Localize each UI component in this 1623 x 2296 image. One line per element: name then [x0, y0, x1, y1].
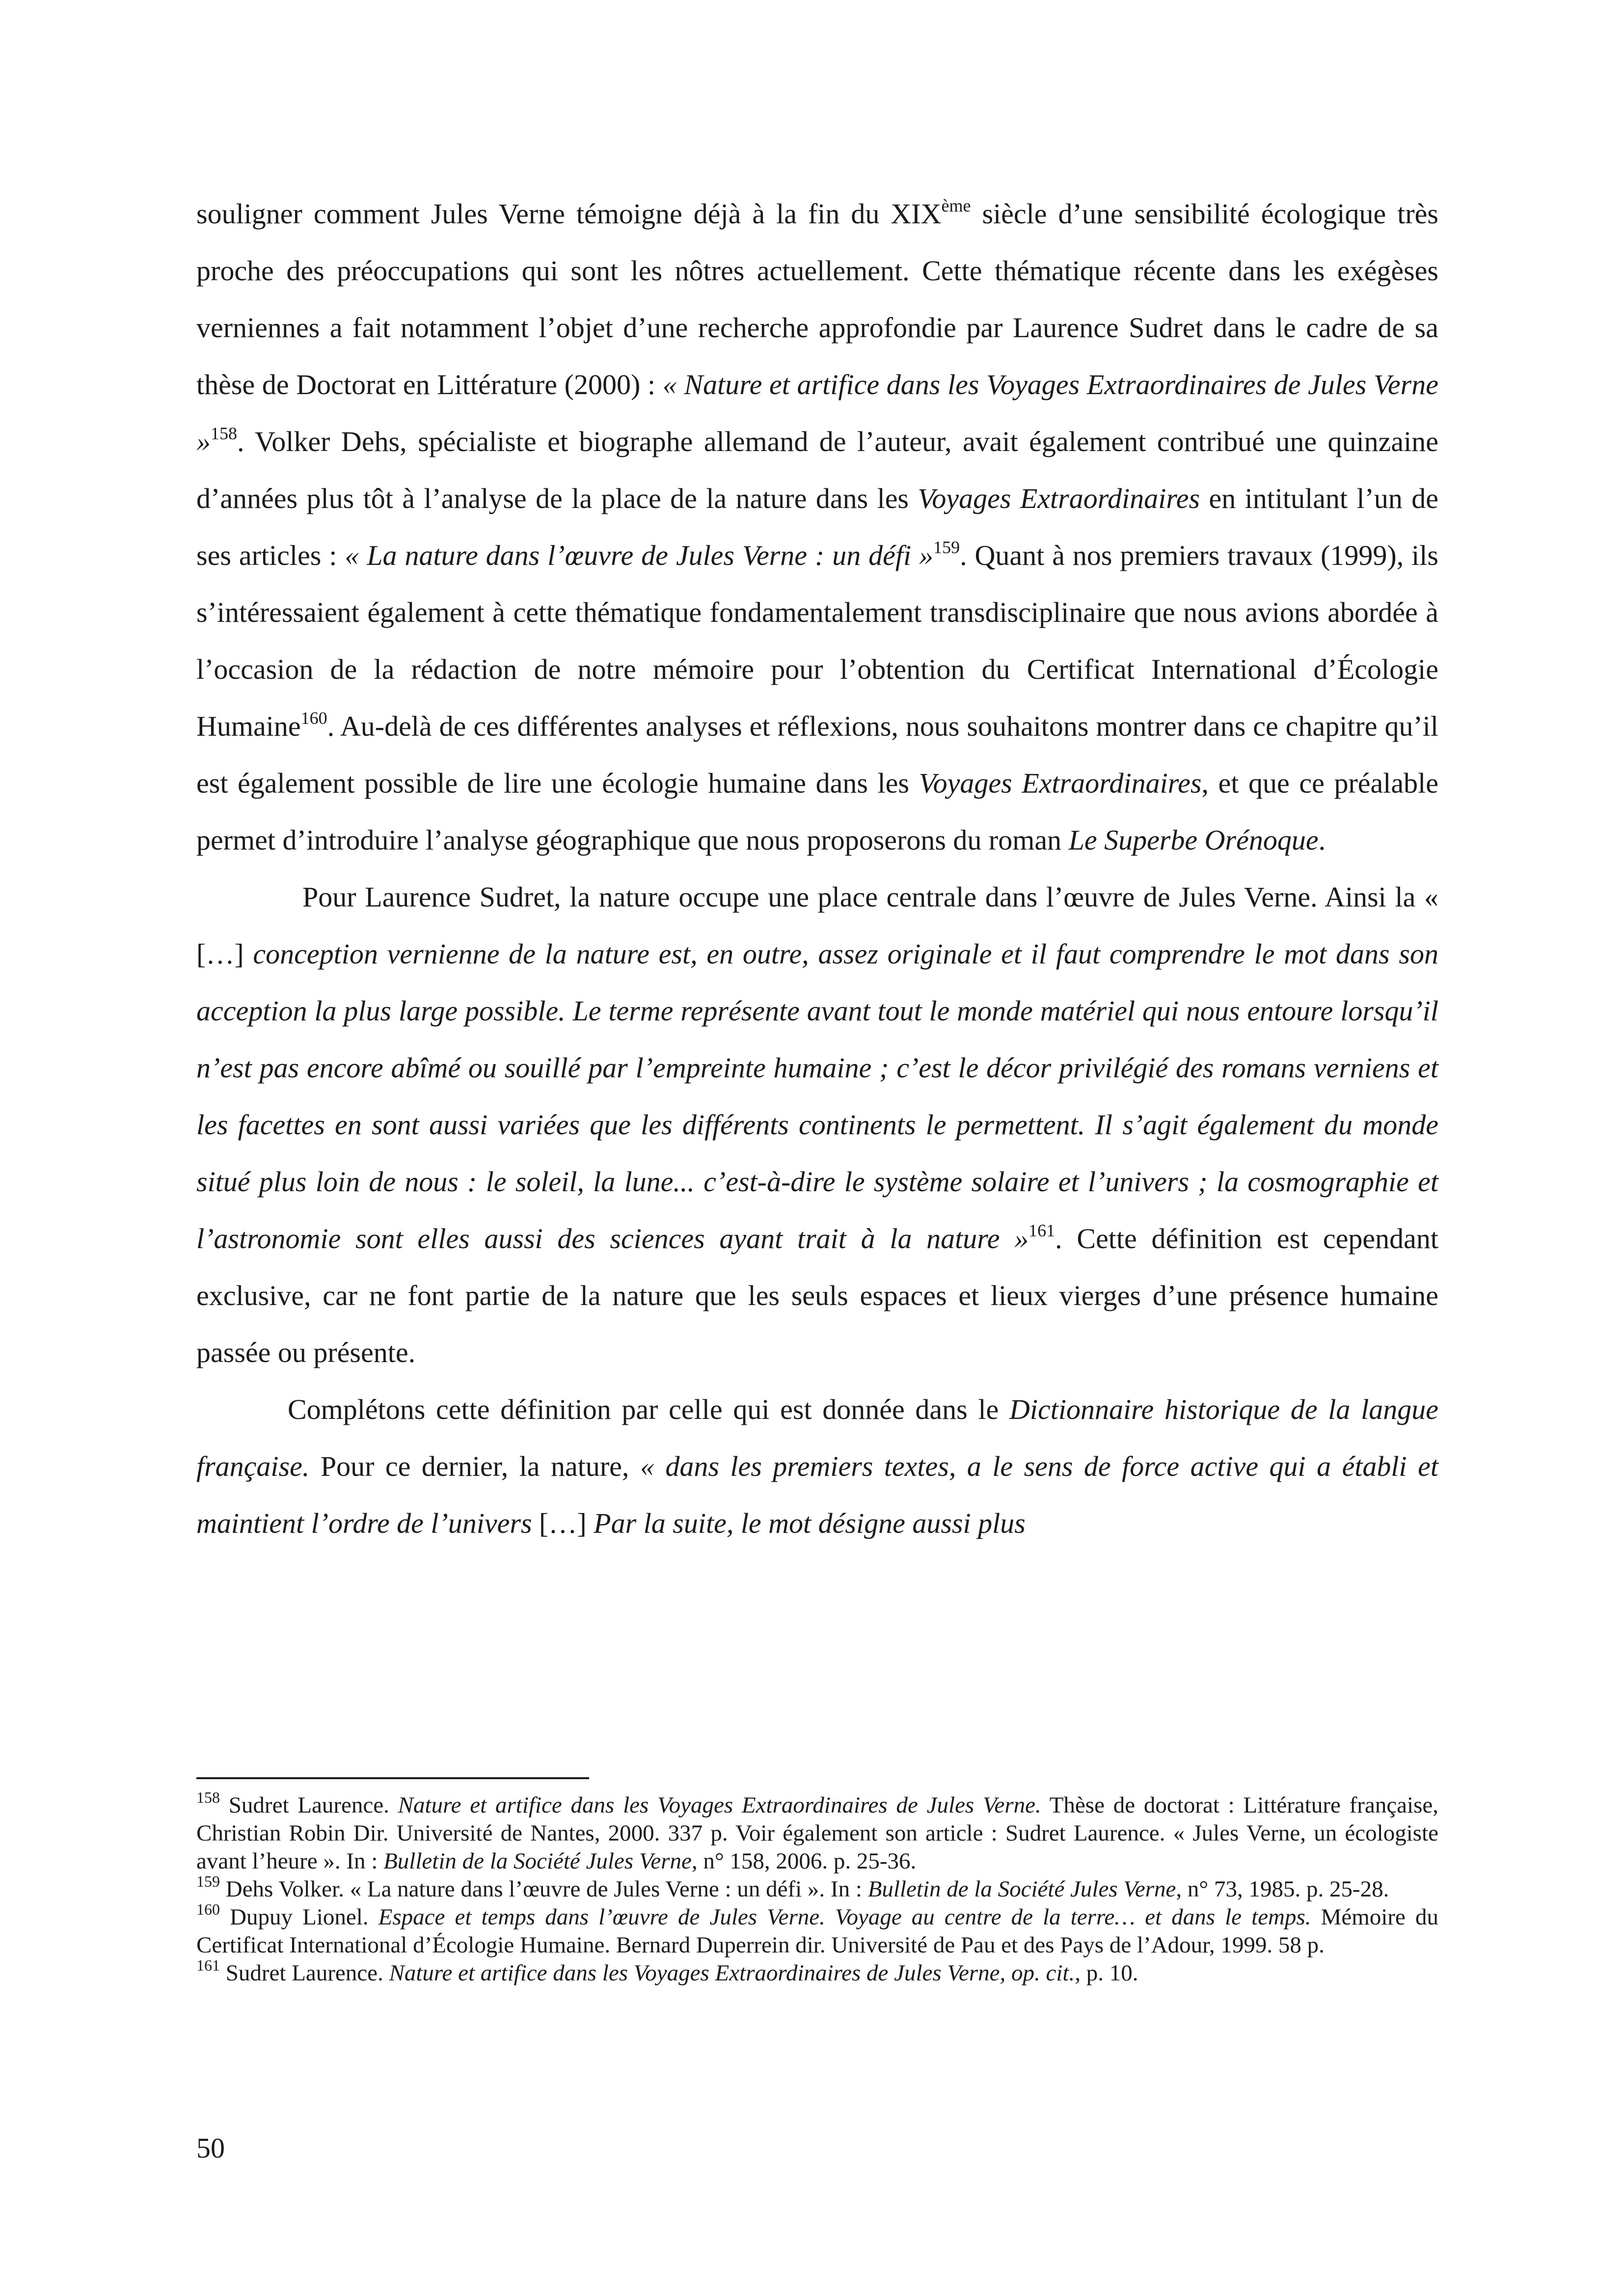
page-number: 50	[196, 2132, 225, 2164]
text-run: Pour Laurence Sudret, la nature occupe une place centrale dans l’œuvre de Jules Verne. Ainsi la « […]	[196, 881, 1438, 970]
text-run: .	[1318, 824, 1326, 856]
paragraph	[196, 1381, 1438, 1552]
text-run: Dehs Volker. « La nature dans l’œuvre de Jules Verne : un défi ». In :	[220, 1876, 868, 1902]
footnote	[196, 1872, 1438, 1903]
text-run: siècle d’une sensibilité écologique très proche des préoccupations qui sont les nôtres actuellement. Cette thématique récente dans les exégèses verniennes a fait notamment l’objet d’une recherche approfondie par Laurence Sudret dans le cadre de sa thèse de Doctorat en Littérature (2000) :	[196, 198, 1438, 400]
text-run: souligner comment Jules Verne témoigne déjà à la fin du XIX	[196, 198, 942, 230]
italic-text: Voyages Extraordinaires	[919, 767, 1202, 799]
text-run: Sudret Laurence.	[220, 1960, 389, 1986]
paragraph	[196, 186, 1438, 869]
text-run: p. 10.	[1080, 1960, 1138, 1986]
text-run: , n° 73, 1985. p. 25-28.	[1176, 1876, 1389, 1902]
italic-text: Voyages Extraordinaires	[918, 482, 1200, 514]
italic-text: Nature et artifice dans les Voyages Extraordinaires de Jules Verne.	[398, 1792, 1041, 1818]
text-run: Thèse de doctorat : Littérature française, Christian Robin Dir. Université de Nantes, 2000. 337 p. Voir également son article : Sudret Laurence. « Jules Verne, un écologiste avant l’heure ». In :	[196, 1792, 1439, 1874]
text-run: . Volker Dehs, spécialiste et biographe allemand de l’auteur, avait également contribué une quinzaine d’années plus tôt à l’analyse de la place de la nature dans les	[196, 426, 1438, 514]
text-run: Complétons cette définition par celle qui est donnée dans le	[288, 1393, 1009, 1425]
body-text	[196, 186, 1438, 1552]
text-run: . Au-delà de ces différentes analyses et réflexions, nous souhaitons montrer dans ce chapitre qu’il est également possible de lire une écologie humaine dans les	[196, 710, 1438, 799]
italic-text: Par la suite, le mot désigne aussi plus	[594, 1507, 1026, 1539]
italic-text: Nature et artifice dans les Voyages Extraordinaires de Jules Verne, op. cit.,	[389, 1960, 1081, 1986]
footnote-ref: 160	[300, 708, 327, 728]
italic-text: Bulletin de la Société Jules Verne	[383, 1848, 692, 1874]
footnote-ref: 159	[933, 537, 960, 557]
text-run: en intitulant l’un de ses articles :	[196, 482, 1438, 571]
footnote	[196, 1900, 1439, 1959]
footnote-ref: ème	[941, 196, 971, 215]
italic-text: « Nature et artifice dans les Voyages Extraordinaires de Jules Verne »	[196, 369, 1439, 457]
italic-text: conception vernienne de la nature est, en outre, assez originale et il faut comprendre le mot dans son acception la plus large possible. Le terme représente avant tout le monde matériel qui nous entoure lorsqu’il n’est pas encore abîmé ou souillé par l’empreinte humaine ; c’est le décor privilégié des romans verniens et les facettes en sont aussi variées que les différents continents le permettent. Il s’agit également du monde situé plus loin de nous : le soleil, la lune... c’est-à-dire le système solaire et l’univers ; la cosmographie et l’astronomie sont elles aussi des sciences ayant trait à la nature »	[196, 938, 1438, 1255]
text-run: Pour ce dernier, la nature,	[309, 1450, 640, 1482]
footnote-ref: 158	[211, 424, 237, 443]
text-run: , et que ce préalable permet d’introduire l’analyse géographique que nous proposerons du roman	[196, 767, 1438, 856]
footnote-ref: 158	[196, 1789, 220, 1806]
text-run: Dupuy Lionel.	[220, 1904, 379, 1930]
italic-text: « dans les premiers textes, a le sens de force active qui a établi et maintient l’ordre de l’univers	[196, 1450, 1438, 1539]
text-run: […]	[539, 1507, 594, 1539]
text-run: . Cette définition est cependant exclusive, car ne font partie de la nature que les seuls espaces et lieux vierges d’une présence humaine passée ou présente.	[196, 1223, 1438, 1368]
footnote-separator	[196, 1777, 589, 1779]
italic-text: Dictionnaire historique de la langue française.	[196, 1393, 1438, 1482]
footnote-ref: 161	[1028, 1221, 1055, 1240]
footnote-ref: 159	[196, 1872, 220, 1890]
text-run: Mémoire du Certificat International d’Écologie Humaine. Bernard Duperrein dir. Université de Pau et des Pays de l’Adour, 1999. 58 p.	[196, 1904, 1439, 1958]
text-run: Sudret Laurence.	[220, 1792, 398, 1818]
footnote-ref: 161	[196, 1956, 220, 1974]
footnote	[196, 1791, 1438, 1875]
paragraph	[196, 869, 1438, 1381]
text-run: , n° 158, 2006. p. 25-36.	[691, 1848, 917, 1874]
footnote	[196, 1956, 1438, 1987]
footnote-ref: 160	[196, 1900, 220, 1918]
italic-text: Espace et temps dans l’œuvre de Jules Verne. Voyage au centre de la terre… et dans le temps.	[378, 1904, 1311, 1930]
italic-text: Le Superbe Orénoque	[1068, 824, 1319, 856]
italic-text: « La nature dans l’œuvre de Jules Verne : un défi »	[345, 539, 934, 571]
text-run: . Quant à nos premiers travaux (1999), ils s’intéressaient également à cette thématique fondamentalement transdisciplinaire que nous avions abordée à l’occasion de la rédaction de notre mémoire pour l’obtention du Certificat International d’Écologie Humaine	[196, 539, 1438, 742]
italic-text: Bulletin de la Société Jules Verne	[867, 1876, 1176, 1902]
footnotes	[196, 1791, 1438, 1987]
